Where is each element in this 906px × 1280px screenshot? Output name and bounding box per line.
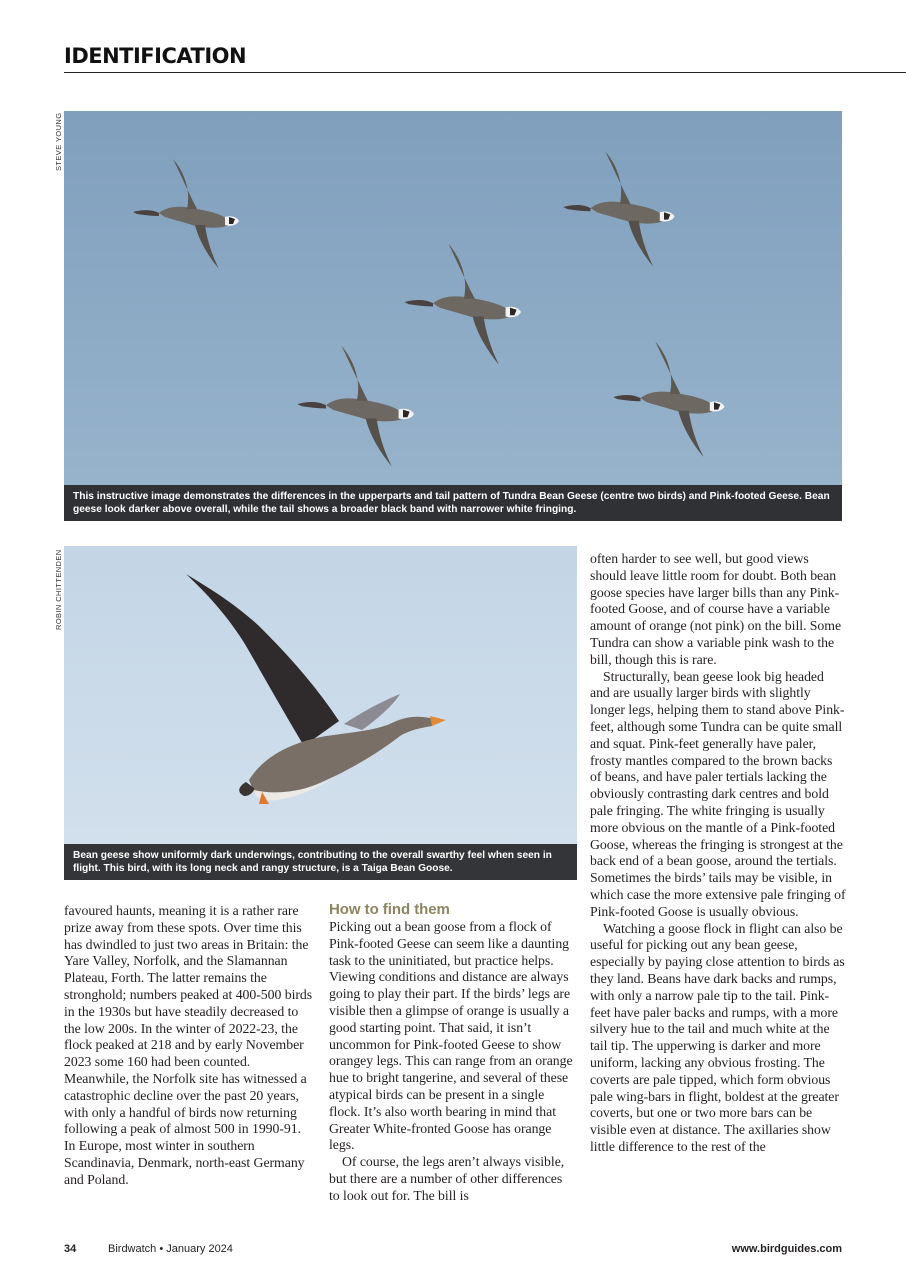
page-number: 34 <box>64 1243 77 1255</box>
magazine-issue: Birdwatch • January 2024 <box>108 1243 233 1255</box>
page-footer <box>64 1243 842 1257</box>
photo-credit-top: STEVE YOUNG <box>54 112 63 171</box>
photo-caption-mid: Bean geese show uniformly dark underwings, contributing to the overall swarthy feel when seen in flight. This bird, with its long neck and rangy structure, is a Taiga Bean Goose. <box>64 844 577 880</box>
flock-illustration <box>64 111 842 521</box>
photo-credit-mid: ROBIN CHITTENDEN <box>54 549 63 630</box>
taiga-goose-illustration <box>64 546 577 880</box>
col1-paragraph: favoured haunts, meaning it is a rather rare prize away from these spots. Over time this has dwindled to just two areas in Britain: the Yare Valley, Norfolk, and the Slamannan Plateau, Forth. The latter remains the stronghold; numbers peaked at 400-500 birds in the 1930s but have steadily decreased to the low 200s. In the winter of 2022-23, the flock peaked at 218 and by early November 2023 some 160 had been counted. Meanwhile, the Norfolk site has witnessed a catastrophic decline over the past 20 years, with only a handful of birds now returning following a peak of almost 500 in 1990-91. In Europe, most winter in southern Scandinavia, Denmark, north-east Germany and Poland. <box>64 903 313 1187</box>
article-column-2 <box>329 901 576 1205</box>
col2-paragraph-2: Of course, the legs aren’t always visible, but there are a number of other differences to look out for. The bill is <box>329 1154 565 1203</box>
article-column-3 <box>590 551 846 1156</box>
col3-paragraph-1: often harder to see well, but good views should leave little room for doubt. Both bean goose species have larger bills than any Pink-footed Goose, and of course have a variable amount of orange (not pink) on the bill. Some Tundra can show a variable pink wash to the bill, though this is rare. <box>590 551 842 667</box>
photo-caption-top: This instructive image demonstrates the differences in the upperparts and tail pattern of Tundra Bean Geese (centre two birds) and Pink-footed Geese. Bean geese look darker above overall, while the tail shows a broader black band with narrower white fringing. <box>64 485 842 521</box>
subheading-how-to-find: How to find them <box>329 901 450 918</box>
col2-paragraph-1: Picking out a bean goose from a flock of Pink-footed Geese can seem like a daunting task to the uninitiated, but practice helps. Viewing conditions and distance are always going to play their part. If the birds’ legs are visible then a glimpse of orange is usually a good starting point. That said, it isn’t uncommon for Pink-footed Geese to show orangey legs. This can range from an orange hue to bright tangerine, and several of these atypical birds can be present in a single flock. It’s also worth bearing in mind that Greater White-fronted Goose has orange legs. <box>329 919 573 1153</box>
photo-taiga-bean-goose <box>64 546 577 880</box>
article-column-1 <box>64 903 314 1189</box>
photo-flock <box>64 111 842 521</box>
header-rule <box>64 72 906 73</box>
section-title: IDENTIFICATION <box>64 44 247 68</box>
website-link[interactable]: www.birdguides.com <box>731 1243 842 1255</box>
col3-paragraph-2: Structurally, bean geese look big headed and are usually larger birds with slightly longer legs, helping them to stand above Pink-feet, although some Tundra can be quite small and squat. Pink-feet generally have paler, frosty mantles compared to the brown backs of beans, and have paler tertials lacking the obviously contrasting dark centres and bold pale fringing. The white fringing is usually more obvious on the mantle of a Pink-footed Goose, whereas the fringing is strongest at the back end of a bean goose, around the tertials. Sometimes the birds’ tails may be visible, in which case the more extensive pale fringing of Pink-footed Goose is usually obvious. <box>590 668 846 919</box>
col3-paragraph-3: Watching a goose flock in flight can also be useful for picking out any bean geese, especially by paying close attention to birds as they land. Beans have dark backs and rumps, with only a narrow pale tip to the tail. Pink-feet have paler backs and rumps, with a more silvery hue to the tail and much white at the tail tip. The upperwing is darker and more uniform, lacking any obvious frosting. The coverts are pale tipped, which form obvious pale wing-bars in flight, boldest at the greater coverts, but one or two more bars can be visible even at distance. The axillaries show little difference to the rest of the <box>590 920 845 1154</box>
